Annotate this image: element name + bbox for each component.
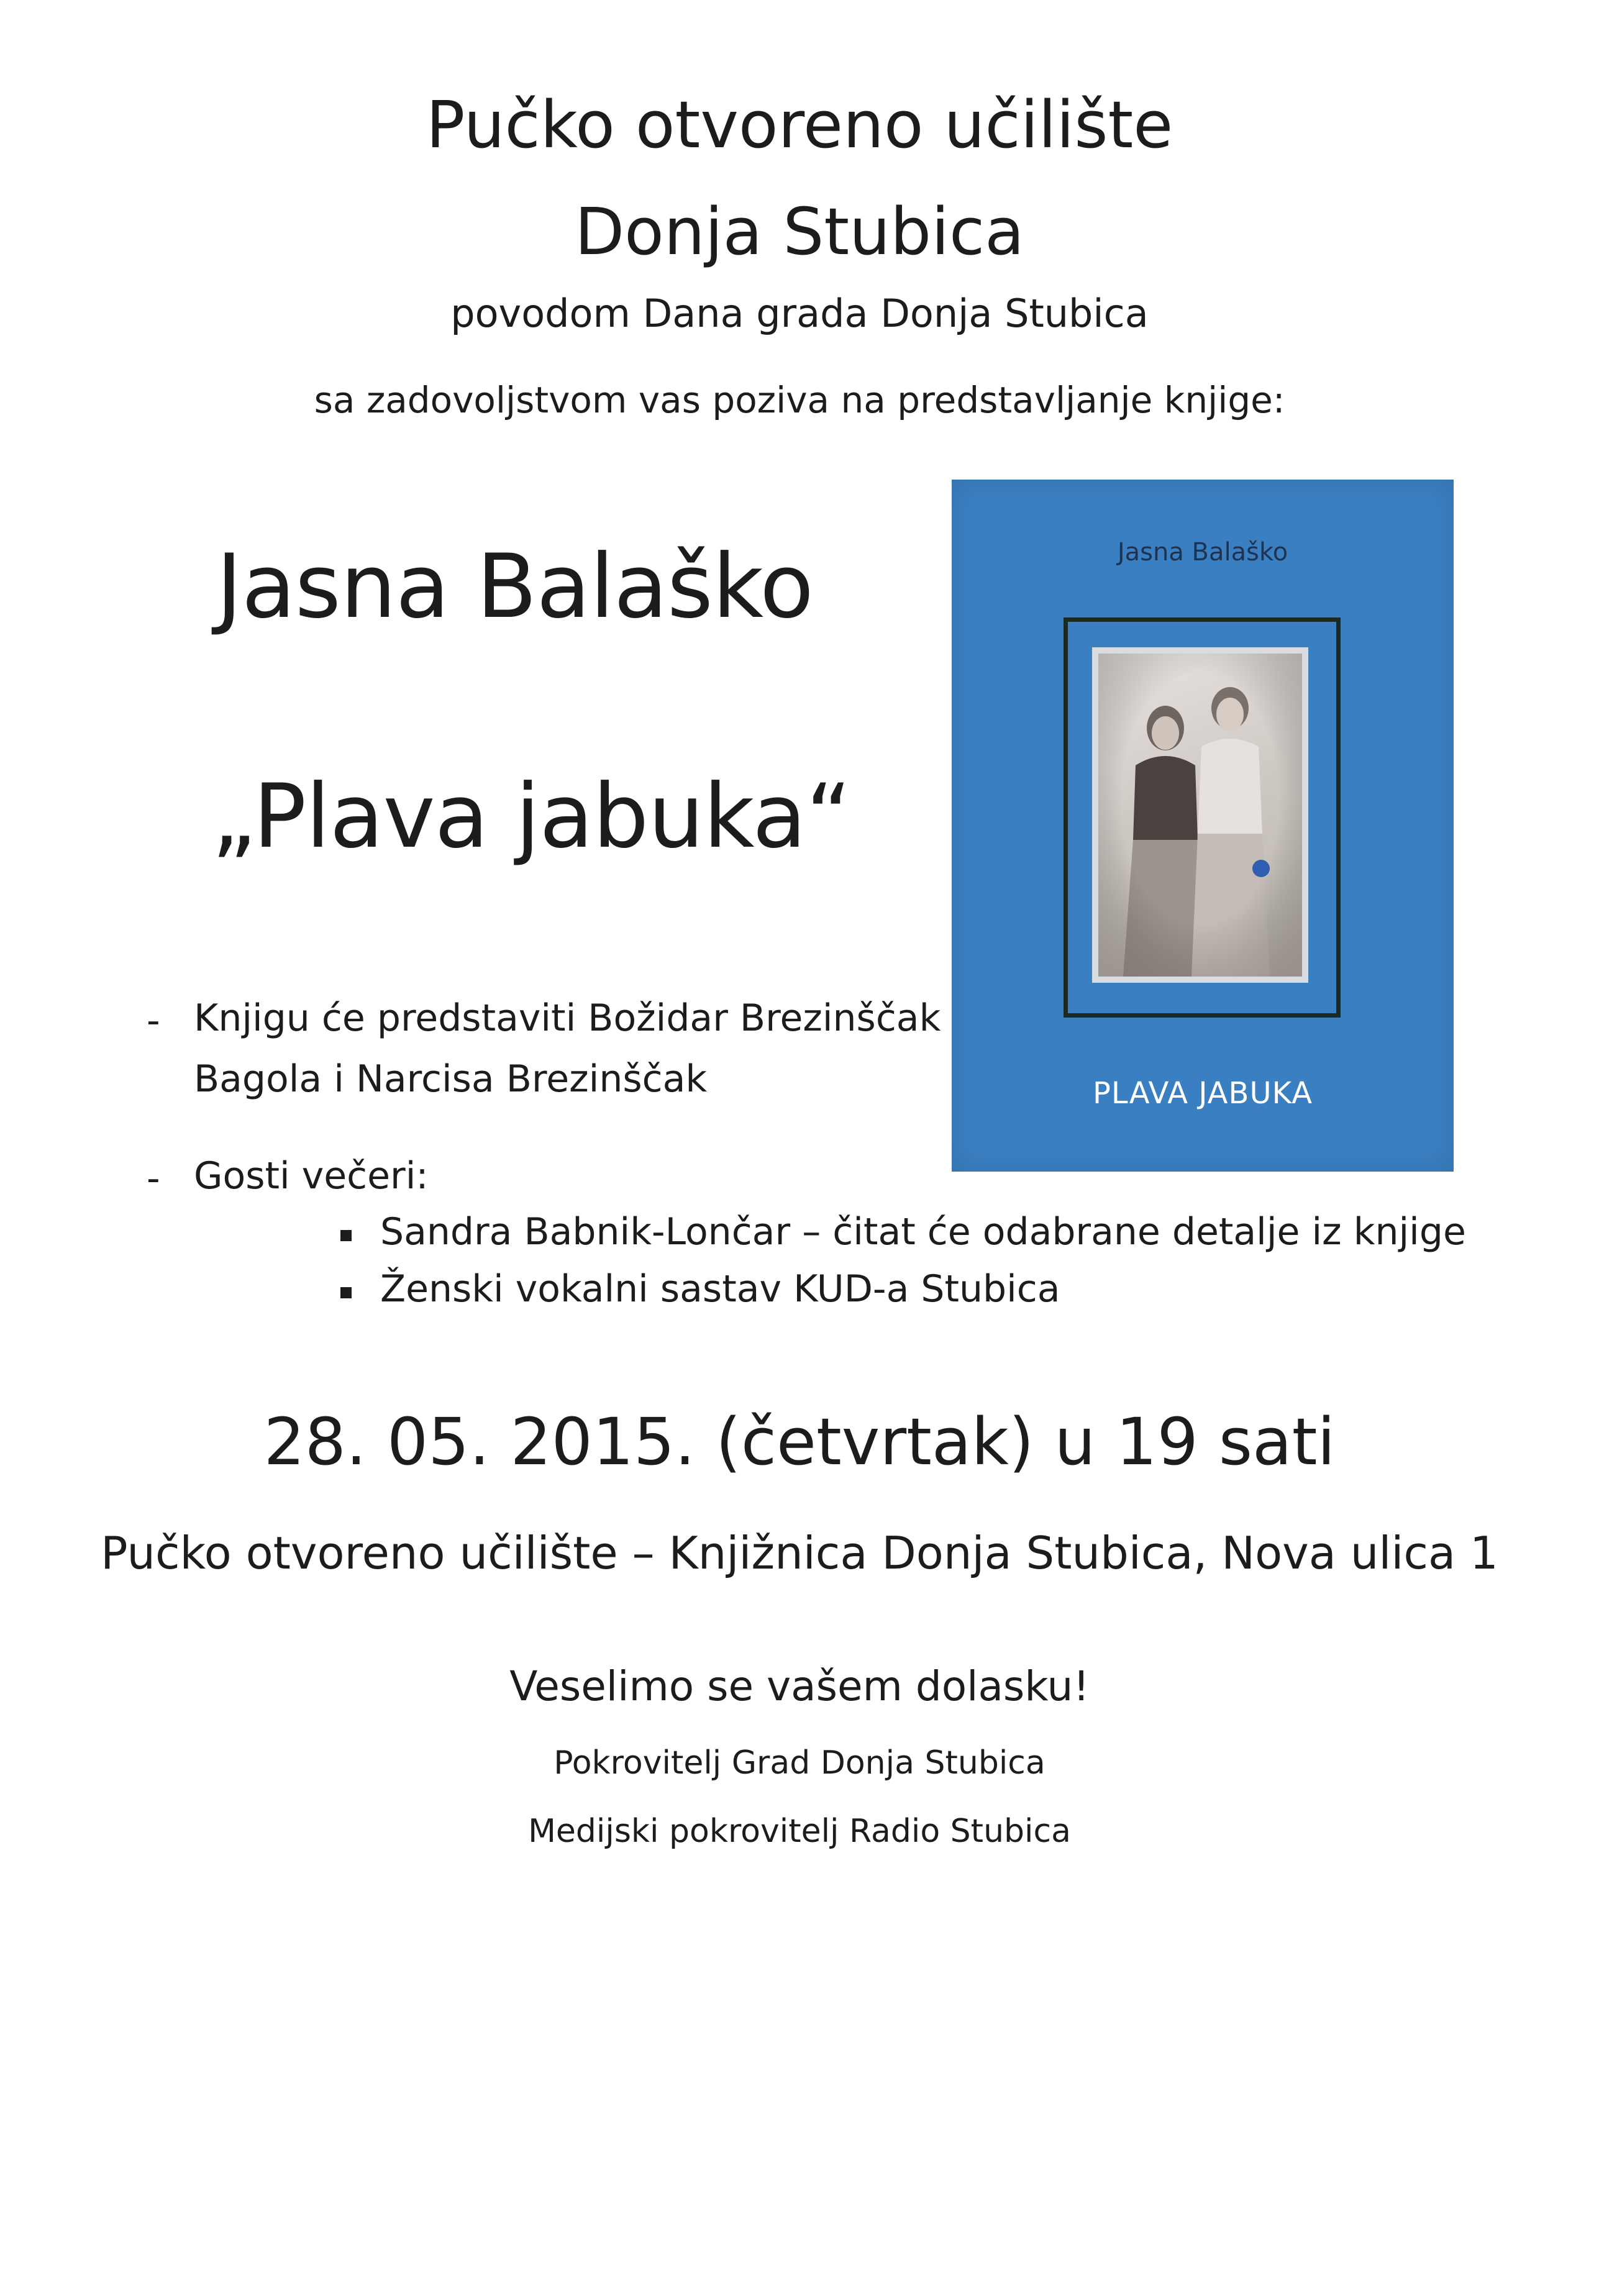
- book-cover-image: [952, 480, 1454, 1172]
- bullet-icon: [340, 1230, 352, 1241]
- media-sponsor-text: Medijski pokrovitelj Radio Stubica: [528, 1813, 1071, 1850]
- cover-photo: [1092, 647, 1308, 983]
- invitation-text: sa zadovoljstvom vas poziva na predstavljanje knjige:: [314, 379, 1285, 421]
- event-venue: Pučko otvoreno učilište – Knjižnica Donja Stubica, Nova ulica 1: [101, 1527, 1498, 1579]
- closing-text: Veselimo se vašem dolasku!: [509, 1662, 1090, 1710]
- list-dash: -: [147, 999, 160, 1042]
- guest-item: Ženski vokalni sastav KUD-a Stubica: [380, 1267, 1060, 1311]
- book-author: Jasna Balaško: [216, 535, 813, 638]
- bullet-icon: [340, 1287, 352, 1298]
- book-title: „Plava jabuka“: [211, 765, 851, 868]
- presenters-text: Knjigu će predstaviti Božidar Brezinščak: [194, 996, 941, 1040]
- cover-title: PLAVA JABUKA: [1092, 1076, 1313, 1111]
- cover-author: Jasna Balaško: [1117, 538, 1288, 567]
- organizer-town: Donja Stubica: [575, 194, 1024, 270]
- presenters-text-continued: Bagola i Narcisa Brezinščak: [194, 1057, 708, 1101]
- organizer-name: Pučko otvoreno učilište: [426, 87, 1173, 163]
- list-dash: -: [147, 1157, 160, 1200]
- portrait-illustration: [1098, 654, 1302, 977]
- event-datetime: 28. 05. 2015. (četvrtak) u 19 sati: [263, 1404, 1336, 1480]
- occasion-text: povodom Dana grada Donja Stubica: [450, 291, 1149, 336]
- guest-item: Sandra Babnik-Lončar – čitat će odabrane detalje iz knjige: [380, 1210, 1466, 1254]
- guests-label: Gosti večeri:: [194, 1154, 429, 1198]
- sponsor-text: Pokrovitelj Grad Donja Stubica: [554, 1744, 1046, 1782]
